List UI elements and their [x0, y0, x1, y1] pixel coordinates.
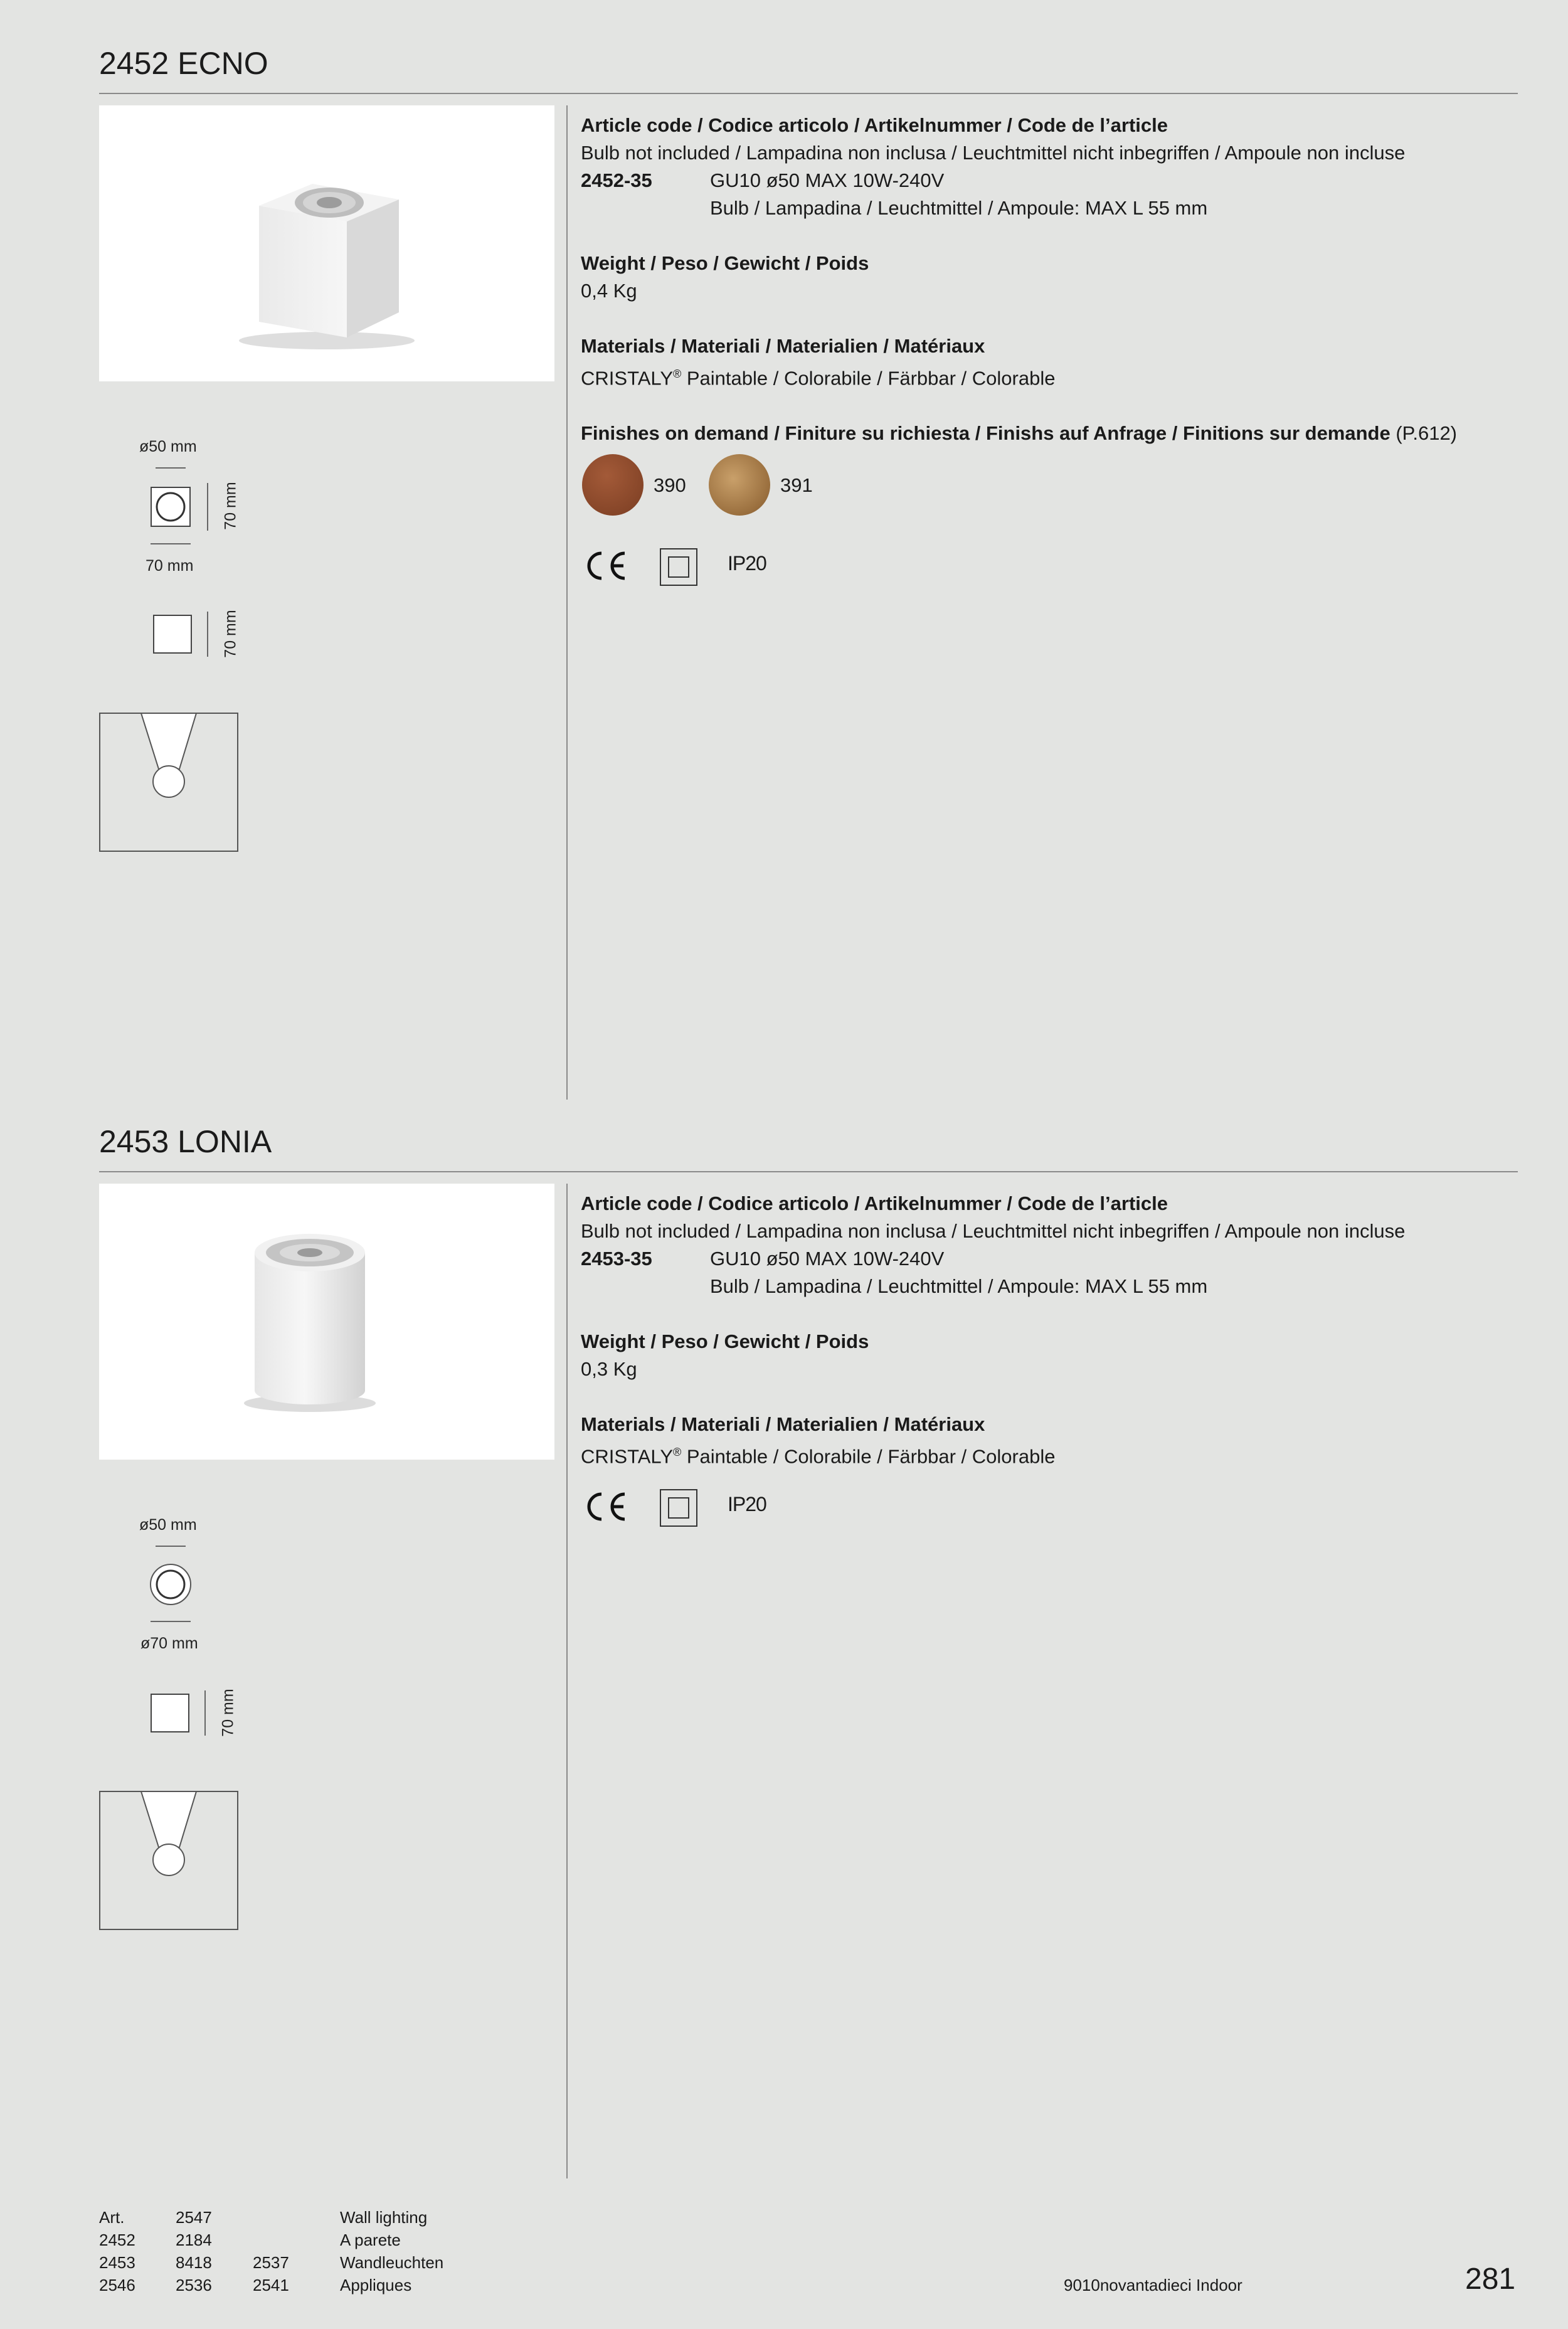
dimension-line: [151, 1621, 191, 1622]
product-photo: [99, 105, 554, 381]
weight-value: 0,4 Kg: [581, 280, 637, 302]
dimension-line: [156, 1546, 186, 1547]
side-view-drawing: [151, 1694, 189, 1732]
dimension-line: [204, 1690, 206, 1736]
ecno-product-image: [99, 105, 554, 381]
finish-label: 391: [780, 474, 813, 496]
footer-cell: Wall lighting: [340, 2208, 428, 2227]
article-code-heading: Article code / Codice articolo / Artikelnummer / Code de l’article: [581, 1192, 1168, 1214]
materials-heading: Materials / Materiali / Materialien / Matériaux: [581, 335, 985, 357]
article-row: [581, 194, 1509, 222]
dimension-line: [207, 483, 208, 531]
lonia-product-image: [99, 1184, 554, 1460]
spec-block: [581, 1190, 1509, 1470]
materials-text: Paintable / Colorabile / Färbbar / Colorable: [681, 1445, 1056, 1468]
registered-mark: ®: [673, 1446, 682, 1458]
footer-cell: Appliques: [340, 2276, 412, 2295]
side-height-label: 70 mm: [219, 1689, 237, 1737]
footer-category-column: [340, 2206, 528, 2296]
ip-rating: IP20: [728, 1493, 766, 1515]
materials-text: Paintable / Colorabile / Färbbar / Colorable: [681, 367, 1056, 390]
width-label: 70 mm: [146, 557, 194, 575]
footer-related-column: [253, 2206, 322, 2296]
light-beam-diagram: [99, 713, 238, 852]
dimension-line: [156, 467, 186, 469]
materials-brand: CRISTALY: [581, 1445, 673, 1468]
footer-cell: [253, 2206, 322, 2229]
page-number: 281: [1465, 2263, 1516, 2296]
title-rule: [99, 1171, 1518, 1172]
footer-cell: 2453: [99, 2253, 135, 2272]
ip-rating: IP20: [728, 552, 766, 575]
materials-heading: Materials / Materiali / Materialien / Matériaux: [581, 1413, 985, 1435]
weight-value: 0,3 Kg: [581, 1358, 637, 1380]
hole-diameter-label: ø50 mm: [139, 438, 197, 455]
footer-cell: Art.: [99, 2208, 125, 2227]
class-ii-insulation-icon: [660, 548, 697, 586]
column-divider: [566, 105, 568, 1100]
bulb-note: Bulb not included / Lampadina non inclusa / Leuchtmittel nicht inbegriffen / Ampoule non incluse: [581, 142, 1406, 164]
weight-heading: Weight / Peso / Gewicht / Poids: [581, 1330, 869, 1352]
top-height-label: 70 mm: [221, 482, 240, 530]
footer-cell: A parete: [340, 2231, 401, 2249]
finishes-line: [581, 420, 1509, 447]
weight-heading: Weight / Peso / Gewicht / Poids: [581, 252, 869, 274]
hole-diameter-label: ø50 mm: [139, 1516, 197, 1534]
product-photo: [99, 1184, 554, 1460]
column-divider: [566, 1184, 568, 2178]
article-code: 2452-35: [581, 169, 652, 191]
footer-cell: 2547: [176, 2208, 212, 2227]
registered-mark: ®: [673, 368, 682, 380]
footer-cell: 2546: [99, 2276, 135, 2295]
side-height-label: 70 mm: [221, 610, 240, 658]
dimension-line: [207, 612, 208, 657]
product-title: 2453 LONIA: [99, 1124, 272, 1159]
diameter-label: ø70 mm: [140, 1635, 198, 1652]
footer-article-column: [99, 2206, 168, 2296]
finish-swatch-390: [582, 454, 644, 516]
finish-label: 390: [654, 474, 686, 496]
title-rule: [99, 93, 1518, 94]
ce-mark-icon: [581, 1490, 628, 1523]
footer-cell: 2537: [253, 2253, 289, 2272]
top-view-drawing: [151, 487, 191, 527]
dimension-line: [151, 543, 191, 544]
spec-block: [581, 112, 1509, 447]
bulb-length: Bulb / Lampadina / Leuchtmittel / Ampoule: MAX L 55 mm: [710, 197, 1208, 219]
footer-cell: 2184: [176, 2231, 212, 2249]
footer-cell: 2452: [99, 2231, 135, 2249]
bulb-length: Bulb / Lampadina / Leuchtmittel / Ampoule: MAX L 55 mm: [710, 1275, 1208, 1297]
bulb-spec: GU10 ø50 MAX 10W-240V: [710, 169, 945, 191]
light-beam-diagram: [99, 1791, 238, 1930]
materials-brand: CRISTALY: [581, 367, 673, 390]
footer-brand: 9010novantadieci Indoor: [1064, 2276, 1242, 2295]
product-title: 2452 ECNO: [99, 46, 268, 81]
side-view-drawing: [153, 615, 192, 654]
footer-cell: 2536: [176, 2276, 212, 2295]
ce-mark-icon: [581, 549, 628, 582]
article-row: [581, 1245, 1509, 1273]
finishes-page-ref: (P.612): [1390, 422, 1458, 445]
finish-swatch-391: [709, 454, 770, 516]
bulb-spec: GU10 ø50 MAX 10W-240V: [710, 1248, 945, 1270]
article-row: [581, 1273, 1509, 1300]
top-view-drawing: [149, 1563, 192, 1606]
article-row: [581, 167, 1509, 194]
footer-cell: [253, 2229, 322, 2251]
bulb-note: Bulb not included / Lampadina non inclusa / Leuchtmittel nicht inbegriffen / Ampoule non incluse: [581, 1220, 1406, 1242]
footer-related-column: [176, 2206, 245, 2296]
materials-value: [581, 1438, 1509, 1470]
footer-cell: Wandleuchten: [340, 2253, 444, 2272]
article-code: 2453-35: [581, 1248, 652, 1270]
class-ii-insulation-icon: [660, 1489, 697, 1527]
footer-cell: 8418: [176, 2253, 212, 2272]
footer-cell: 2541: [253, 2276, 289, 2295]
finishes-heading: Finishes on demand / Finiture su richiesta / Finishs auf Anfrage / Finitions sur demande: [581, 422, 1391, 445]
materials-value: [581, 360, 1509, 392]
article-code-heading: Article code / Codice articolo / Artikelnummer / Code de l’article: [581, 114, 1168, 136]
